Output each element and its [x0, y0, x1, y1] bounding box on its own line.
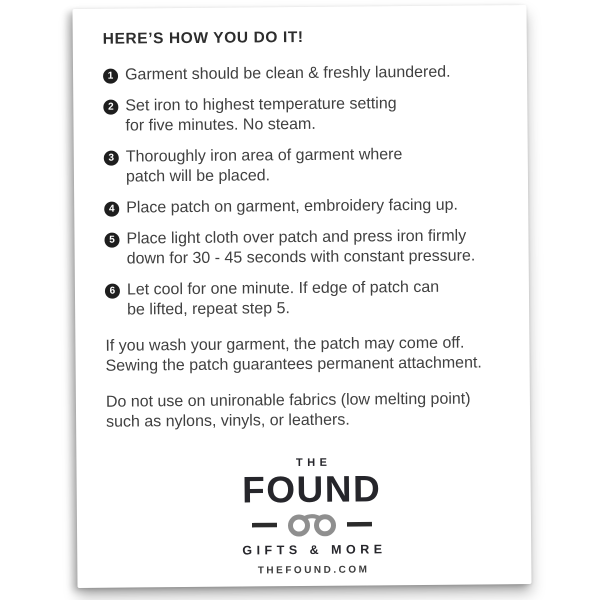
logo-tagline: GIFTS & MORE [242, 542, 387, 558]
instruction-card [72, 5, 531, 588]
step-item-4 [104, 195, 514, 219]
wash-warning-note: If you wash your garment, the patch may come off. Sewing the patch guarantees permanent attachment. [105, 334, 482, 375]
step-text: Garment should be clean & freshly laundered. [124, 63, 451, 84]
step-item-5 [104, 226, 514, 270]
brand-logo [106, 455, 517, 578]
step-item-3 [104, 144, 514, 188]
care-notes [105, 333, 516, 433]
step-text: Set iron to highest temperature setting for five minutes. No steam. [125, 95, 397, 135]
instruction-steps-list [103, 62, 515, 321]
step-item-6 [105, 277, 515, 321]
logo-website: THEFOUND.COM [257, 564, 370, 577]
logo-the-word: THE [295, 456, 332, 470]
fabric-warning-note: Do not use on unironable fabrics (low melting point) such as nylons, vinyls, or leathers. [105, 390, 471, 431]
step-number-badge: 1 [103, 69, 118, 84]
step-number-badge: 4 [104, 202, 119, 217]
step-number-badge: 6 [105, 284, 120, 299]
step-number-badge: 2 [103, 100, 118, 115]
step-number-badge: 5 [104, 233, 119, 248]
glasses-icon [107, 509, 517, 540]
step-item-1 [103, 62, 513, 86]
step-text: Place patch on garment, embroidery facing up. [126, 196, 459, 217]
step-text: Thoroughly iron area of garment where patch will be placed. [125, 146, 403, 186]
step-item-2 [103, 93, 513, 137]
card-title: HERE’S HOW YOU DO IT! [102, 28, 304, 48]
logo-brand-name: FOUND [241, 468, 382, 511]
step-number-badge: 3 [104, 151, 119, 166]
step-text: Place light cloth over patch and press iron firmly down for 30 - 45 seconds with constant pressure. [126, 227, 476, 268]
step-text: Let cool for one minute. If edge of patch can be lifted, repeat step 5. [126, 278, 440, 319]
